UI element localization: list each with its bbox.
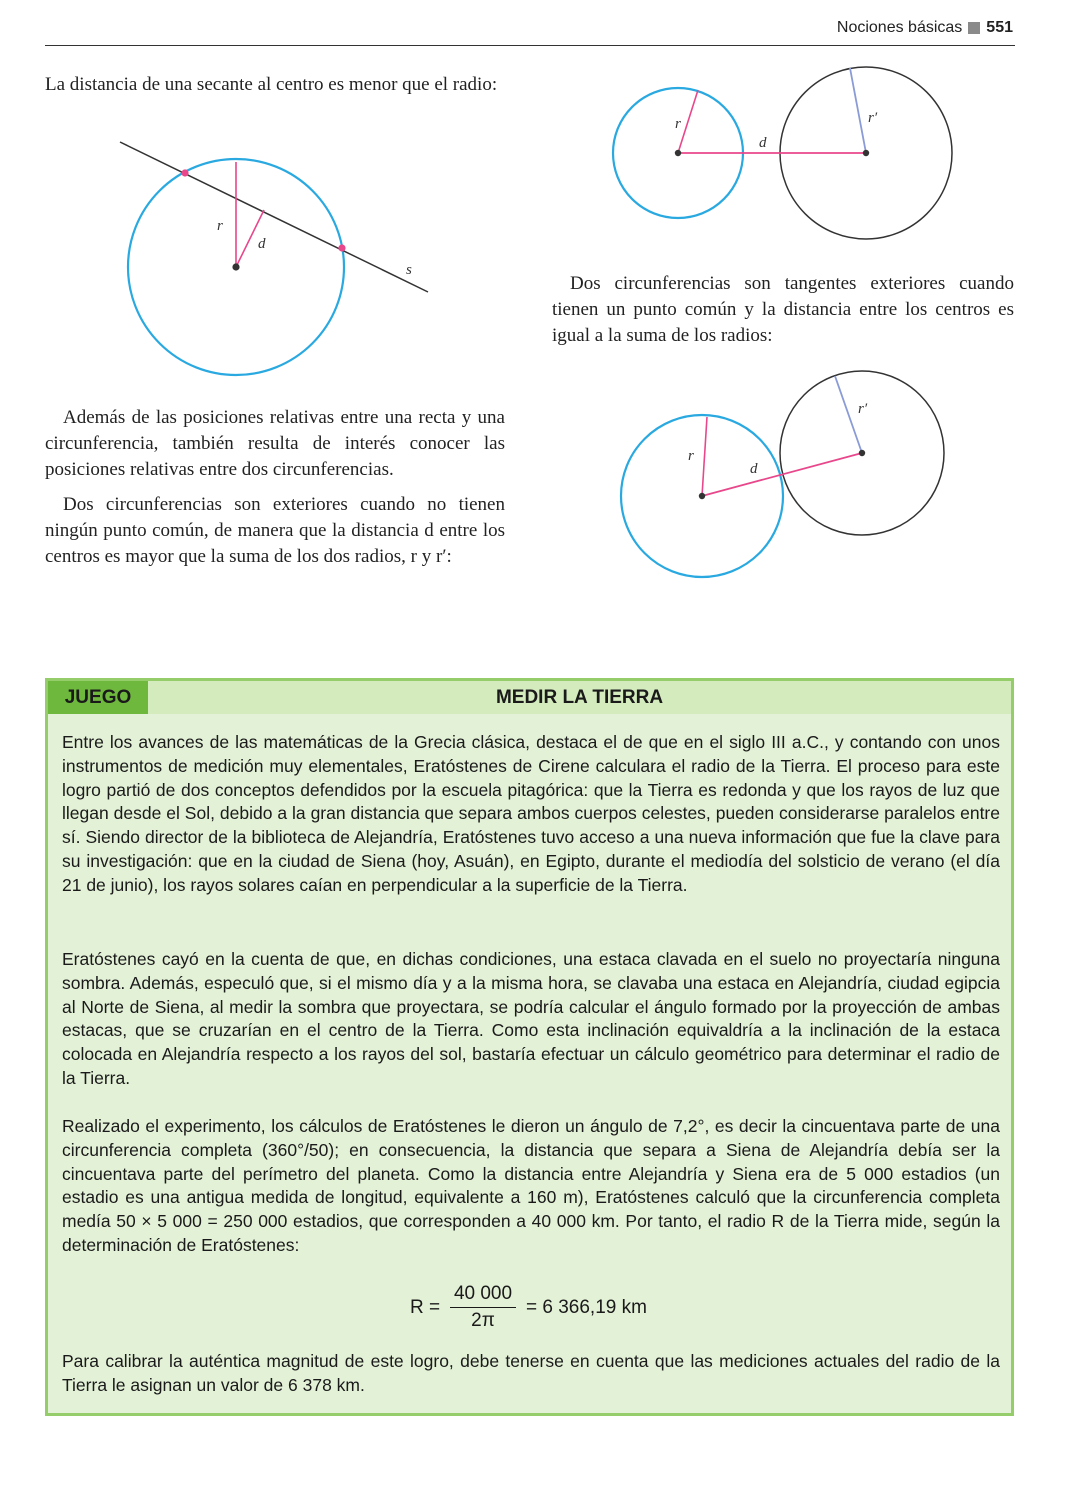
intersection-point <box>181 169 188 176</box>
label-r-prime: r′ <box>868 110 878 126</box>
box-paragraph: Realizado el experimento, los cálculos de Eratóstenes le dieron un ángulo de 7,2°, es decir la cincuentava parte de una circunferencia completa (360°/50); en consecuencia, la distancia que separa a Siena de Alejandría debía ser la cincuentava parte del perímetro del planeta. Como la distancia entre Alejandría y Siena era de 5 000 estadios (un estadio es una antigua medida de longitud, equivalente a 160 m), Eratóstenes calculó que la circunferencia completa medía 50 × 5 000 = 250 000 estadios, que corresponden a 40 000 km. Por tanto, el radio R de la Tierra mide, según la determinación de Eratóstenes: <box>62 1116 1000 1255</box>
paragraph-exterior: Dos circunferencias son exteriores cuando no tienen ningún punto común, de manera que la distancia d entre los centros es mayor que la suma de los dos radios, r y r′: <box>45 494 505 567</box>
tangent-circles-figure <box>610 365 960 585</box>
box-paragraph: Entre los avances de las matemáticas de la Grecia clásica, destaca el de que en el siglo III a.C., y contando con unos instrumentos de medición muy elementales, Eratóstenes de Cirene calculara el radio de la Tierra. El proceso para este logro partió de dos conceptos defendidos por la escuela pitagórica: que la Tierra es redonda y que los rayos de luz que llegan desde el Sol, debido a la gran distancia que separa ambos cuerpos celestes, pueden considerarse paralelos entre sí. Siendo director de la biblioteca de Alejandría, Eratóstenes tuvo acceso a una nueva información que fue la clave para su investigación: que en la ciudad de Siena (hoy, Asuán), en Egipto, durante el mediodía del solsticio de verano (el día 21 de junio), los rayos solares caían en perpendicular a la superficie de la Tierra. <box>62 732 1000 895</box>
radius-r <box>702 417 707 496</box>
center-point <box>232 263 239 270</box>
center-point <box>675 150 681 156</box>
label-d: d <box>258 236 266 252</box>
label-r: r <box>675 116 681 132</box>
formula-fraction <box>450 1283 516 1332</box>
paragraph-secant: La distancia de una secante al centro es menor que el radio: <box>45 74 498 95</box>
formula-lhs: R = <box>410 1297 441 1318</box>
box-title: MEDIR LA TIERRA <box>148 681 1011 714</box>
center-point <box>699 493 705 499</box>
page-number: 551 <box>986 19 1013 36</box>
formula-rhs: = 6 366,19 km <box>526 1297 647 1318</box>
radius-r <box>678 90 698 153</box>
label-r: r <box>688 448 694 464</box>
center-point <box>859 450 865 456</box>
paragraph-positions: Además de las posiciones relativas entre una recta y una circunferencia, también resulta de interés conocer las posiciones relativas entre dos circunferencias. <box>45 407 505 480</box>
center-point <box>863 150 869 156</box>
formula-denominator: 2π <box>471 1310 495 1331</box>
intersection-point <box>338 244 345 251</box>
label-r: r <box>217 218 223 234</box>
exterior-circles-figure <box>600 60 970 250</box>
box-tab-label: JUEGO <box>48 681 148 714</box>
label-r-prime: r′ <box>858 401 868 417</box>
radius-formula <box>0 1283 1075 1343</box>
box-paragraph: Para calibrar la auténtica magnitud de este logro, debe tenerse en cuenta que las mediciones actuales del radio de la Tierra le asignan un valor de 6 378 km. <box>62 1351 1000 1395</box>
formula-numerator: 40 000 <box>450 1283 516 1308</box>
label-s: s <box>406 262 412 278</box>
paragraph-tangent: Dos circunferencias son tangentes exteriores cuando tienen un punto común y la distancia entre los centros es igual a la suma de los radios: <box>552 273 1014 346</box>
label-d: d <box>750 461 758 477</box>
section-title: Nociones básicas <box>836 19 963 36</box>
header-rule <box>45 45 1015 46</box>
radius-r-prime <box>850 68 866 153</box>
running-header <box>837 19 1013 37</box>
secant-line <box>120 142 428 292</box>
square-bullet-icon <box>968 22 980 34</box>
secant-figure <box>110 130 450 410</box>
label-d: d <box>759 135 767 151</box>
box-paragraph: Eratóstenes cayó en la cuenta de que, en dichas condiciones, una estaca clavada en el suelo no proyectaría ninguna sombra. Además, especuló que, si el mismo día y a la misma hora, se clavaba una estaca en Alejandría, ciudad egipcia al Norte de Siena, al medir la sombra que proyectara, se podría calcular el ángulo formado por la proyección de ambas estacas, que se cruzarían en el centro de la Tierra. Como esta inclinación equivaldría a la inclinación de la estaca colocada en Alejandría respecto a los rayos del sol, bastaría efectuar un cálculo geométrico para determinar el radio de la Tierra. <box>62 949 1000 1088</box>
